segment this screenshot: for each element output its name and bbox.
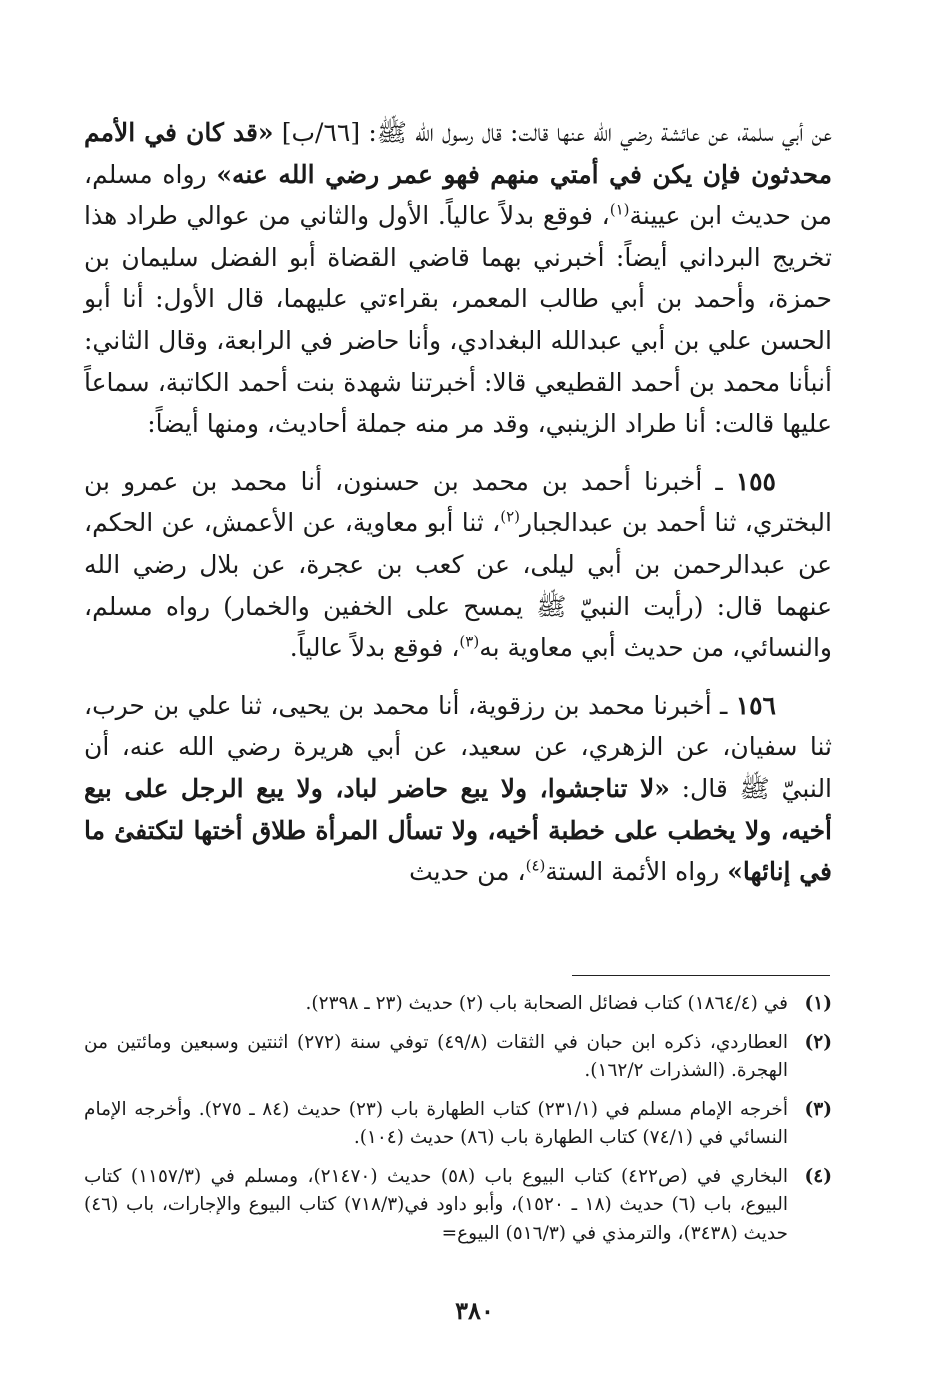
text-run: رواه الأئمة الستة (545, 857, 728, 887)
footnote-ref-1[interactable]: (١) (609, 200, 630, 219)
text-run: عن أبي سلمة، عن عائشة رضي الله عنها قالت: قال رسول الله ﷺ: [٦٦/ب] (273, 118, 832, 147)
footnote-ref-2[interactable]: (٢) (500, 508, 521, 527)
footnote-ref-3[interactable]: (٣) (459, 632, 480, 651)
footnote-separator (572, 975, 830, 976)
footnote-number: (٣) (804, 1098, 832, 1120)
footnote-text: البخاري في (ص٤٢٢) كتاب البيوع باب (٥٨) حديث (٢١٤٧٠)، ومسلم في (١١٥٧/٣) كتاب البيوع، باب (٦) حديث (١٨ ـ ١٥٢٠)، وأبو داود في(٧١٨/٣) كتاب البيوع والإجارات، باب (٤٦) حديث (٣٤٣٨)، والترمذي في (٥١٦/٣) البيوع= (84, 1165, 788, 1244)
text-run: ـ أخبرنا محمد بن رزقوية، أنا محمد بن يحيى، ثنا علي بن حرب، ثنا سفيان، عن الزهري، عن سعيد، عن أبي هريرة رضي الله عنه، أن النبيّ ﷺ قال: (84, 690, 833, 803)
text-run: ـ أخبرنا أحمد بن محمد بن حسنون، أنا محمد بن عمرو بن البختري، ثنا أحمد بن عبدالجبار (84, 466, 832, 538)
hadith-quote: «لا تناجشوا، ولا يبع حاضر لباد، ولا يبع الرجل على بيع أخيه، ولا يخطب على خطبة أخيه، ولا تسأل المرأة طلاق أختها لتكتفئ ما في إنائها» (84, 773, 832, 887)
footnote-number: (٢) (804, 1031, 832, 1053)
page-number: ٣٨٠ (455, 1296, 494, 1325)
hadith-number: ١٥٥ (735, 466, 776, 496)
footnote-text: العطاردي، ذكره ابن حبان في الثقات (٤٩/٨) توفي سنة (٢٧٢) اثنتين وسبعين ومائتين من الهجرة. (الشذرات ١٦٢/٢). (84, 1031, 788, 1081)
main-text (84, 112, 832, 893)
footnote-3 (84, 1096, 832, 1153)
footnote-2 (84, 1029, 832, 1086)
footnote-number: (٤) (804, 1165, 832, 1187)
hadith-number: ١٥٦ (735, 690, 776, 720)
text-run: ، من حديث (409, 857, 526, 887)
footnote-number: (١) (804, 993, 832, 1014)
text-run: ، ثنا أبو معاوية، عن الأعمش، عن الحكم، عن عبدالرحمن بن أبي ليلى، عن كعب بن عجرة، عن بلال رضي الله عنهما قال: (رأيت النبيّ ﷺ يمسح على الخفين والخمار) رواه مسلم، والنسائي، من حديث أبي معاوية به (84, 508, 832, 663)
paragraph-1 (84, 112, 832, 445)
text-run: رواه مسلم، من حديث ابن عيينة (84, 159, 832, 231)
text-run: ، فوقع بدلاً عالياً. (289, 633, 460, 663)
footnote-text: أخرجه الإمام مسلم في (٢٣١/١) كتاب الطهارة باب (٢٣) حديث (٨٤ ـ ٢٧٥). وأخرجه الإمام النسائي في (٧٤/١) كتاب الطهارة باب (٨٦) حديث (١٠٤). (84, 1098, 788, 1148)
footnote-4 (84, 1163, 832, 1249)
footnote-text: في (١٨٦٤/٤) كتاب فضائل الصحابة باب (٢) حديث (٢٣ ـ ٢٣٩٨). (305, 993, 788, 1014)
paragraph-156 (84, 685, 832, 893)
paragraph-155 (84, 461, 832, 669)
footnote-1 (84, 990, 832, 1019)
text-run: ، فوقع بدلاً عالياً. الأول والثاني من عوالي طراد هذا تخريج البرداني أيضاً: أخبرني بهما قاضي القضاة أبو الفضل سليمان بن حمزة، وأحمد بن أبي طالب المعمر، بقراءتي عليهما، قال الأول: أنا أبو الحسن علي بن أبي عبدالله البغدادي، وأنا حاضر في الرابعة، وقال الثاني: أنبأنا محمد بن أحمد القطيعي قالا: أخبرتنا شهدة بنت أحمد الكاتبة، سماعاً عليها قالت: أنا طراد الزينبي، وقد مر منه جملة أحاديث، ومنها أيضاً: (84, 201, 832, 439)
footnotes (84, 990, 832, 1258)
hadith-quote: «قد كان في الأمم محدثون فإن يكن في أمتي منهم فهو عمر رضي الله عنه» (84, 118, 832, 189)
footnote-ref-4[interactable]: (٤) (525, 856, 546, 875)
